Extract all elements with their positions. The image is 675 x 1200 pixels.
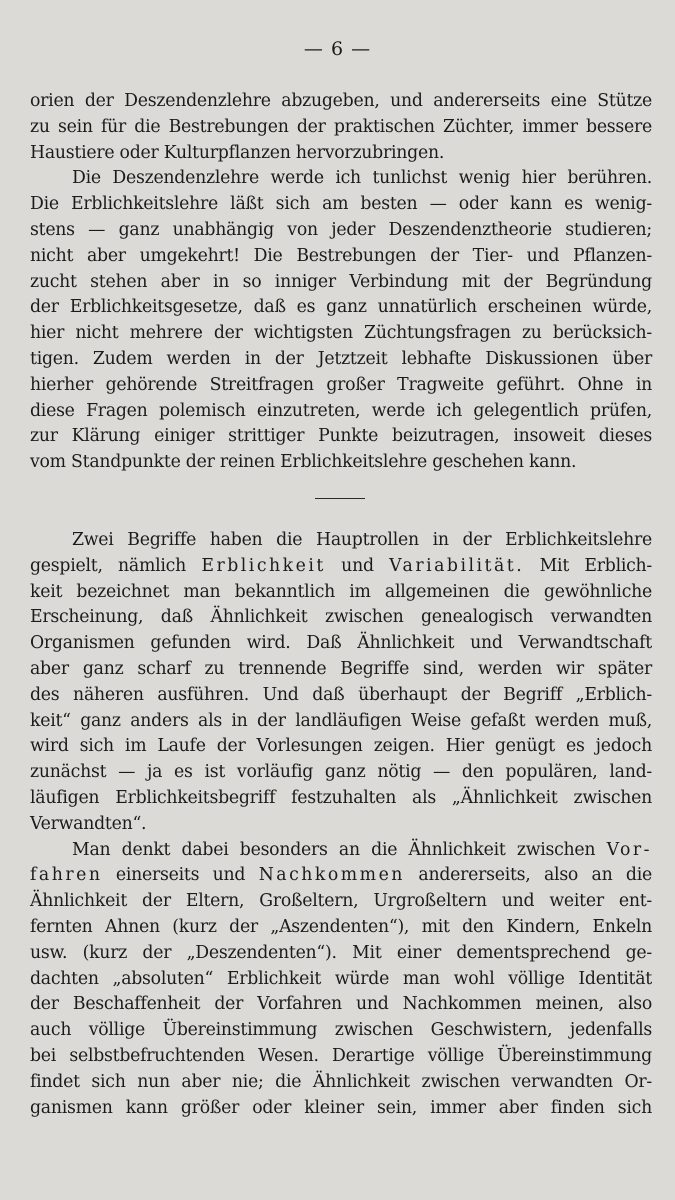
text-run: einerseits und xyxy=(102,865,259,886)
text-line xyxy=(30,554,652,580)
text-line: Die Deszendenzlehre werde ich tunlichst wenig hier berühren. xyxy=(72,168,652,189)
text-line: zucht stehen aber in so inniger Verbindung mit der Begründung xyxy=(30,271,652,292)
text-line: Die Erblichkeitslehre läßt sich am besten — oder kann es wenig- xyxy=(30,194,652,215)
text-line xyxy=(30,838,652,864)
text-line: keit“ ganz anders als in der landläufigen Weise gefaßt werden muß, xyxy=(30,710,652,731)
emphasis-vorfahren-cont: fahren xyxy=(30,865,103,886)
emphasis-nachkommen: Nachkommen xyxy=(258,865,405,886)
text-line: diese Fragen polemisch einzutreten, werde ich gelegentlich prüfen, xyxy=(30,400,652,421)
text-line: keit bezeichnet man bekanntlich im allgemeinen die gewöhnliche xyxy=(30,581,652,602)
text-line: Verwandten“. xyxy=(30,813,147,834)
text-line: usw. (kurz der „Deszendenten“). Mit einer dementsprechend ge- xyxy=(30,942,652,963)
text-run: gespielt, nämlich xyxy=(30,555,202,576)
text-line: der Erblichkeitsgesetze, daß es ganz unnatürlich erscheinen würde, xyxy=(30,297,652,318)
text-line: stens — ganz unabhängig von jeder Deszendenztheorie studieren; xyxy=(30,219,652,240)
text-line: läufigen Erblichkeitsbegriff festzuhalten als „Ähnlichkeit zwischen xyxy=(30,787,652,808)
text-run: Man denkt dabei besonders an die Ähnlichkeit zwischen xyxy=(72,839,607,860)
text-line: Haustiere oder Kulturpflanzen hervorzubringen. xyxy=(30,142,445,163)
text-line: Zwei Begriffe haben die Hauptrollen in der Erblichkeitslehre xyxy=(72,530,652,550)
text-line: zu sein für die Bestrebungen der praktischen Züchter, immer bessere xyxy=(30,116,652,137)
text-line: auch völlige Übereinstimmung zwischen Geschwistern, jedenfalls xyxy=(30,1020,652,1041)
text-line xyxy=(30,863,652,889)
text-line: nicht aber umgekehrt! Die Bestrebungen der Tier- und Pflanzen- xyxy=(30,245,652,266)
text-line: aber ganz scharf zu trennende Begriffe sind, werden wir später xyxy=(30,658,652,679)
text-line: wird sich im Laufe der Vorlesungen zeigen. Hier genügt es jedoch xyxy=(30,736,652,757)
text-line: des näheren ausführen. Und daß überhaupt der Begriff „Erblich- xyxy=(30,684,652,705)
text-line: bei selbstbefruchtenden Wesen. Derartige völlige Übereinstimmung xyxy=(30,1045,652,1066)
text-line: Erscheinung, daß Ähnlichkeit zwischen genealogisch verwandten xyxy=(30,607,652,628)
text-line: der Beschaffenheit der Vorfahren und Nachkommen meinen, also xyxy=(30,994,652,1015)
text-run: und xyxy=(325,555,390,576)
text-line: vom Standpunkte der reinen Erblichkeitslehre geschehen kann. xyxy=(30,452,577,473)
emphasis-variabilitaet: Variabilität. xyxy=(389,555,525,576)
text-run: Mit Erblich- xyxy=(524,555,653,576)
paragraph-block-intro xyxy=(30,89,652,476)
text-line: Ähnlichkeit der Eltern, Großeltern, Urgroßeltern und weiter ent- xyxy=(30,891,652,912)
emphasis-vorfahren: Vor- xyxy=(606,839,652,860)
text-line: ganismen kann größer oder kleiner sein, immer aber finden sich xyxy=(30,1097,652,1118)
text-run: andererseits, also an die xyxy=(404,865,652,886)
text-line: hier nicht mehrere der wichtigsten Züchtungsfragen zu berücksich- xyxy=(30,323,652,344)
text-line: hierher gehörende Streitfragen großer Tragweite geführt. Ohne in xyxy=(30,374,652,395)
section-divider xyxy=(315,498,365,499)
text-line: Organismen gefunden wird. Daß Ähnlichkeit und Verwandtschaft xyxy=(30,633,652,654)
paragraph-block-main xyxy=(30,528,652,1121)
text-line: dachten „absoluten“ Erblichkeit würde man wohl völlige Identität xyxy=(30,968,652,989)
text-line: tigen. Zudem werden in der Jetztzeit lebhafte Diskussionen über xyxy=(30,348,652,369)
text-line: zur Klärung einiger strittiger Punkte beizutragen, insoweit dieses xyxy=(30,426,652,447)
page-number: — 6 — xyxy=(303,38,372,60)
text-line: orien der Deszendenzlehre abzugeben, und andererseits eine Stütze xyxy=(30,91,652,111)
text-line: fernten Ahnen (kurz der „Aszendenten“), mit den Kindern, Enkeln xyxy=(30,916,652,937)
emphasis-erblichkeit: Erblichkeit xyxy=(201,555,326,576)
text-line: zunächst — ja es ist vorläufig ganz nötig — den populären, land- xyxy=(30,762,652,783)
text-line: findet sich nun aber nie; die Ähnlichkeit zwischen verwandten Or- xyxy=(30,1071,652,1092)
